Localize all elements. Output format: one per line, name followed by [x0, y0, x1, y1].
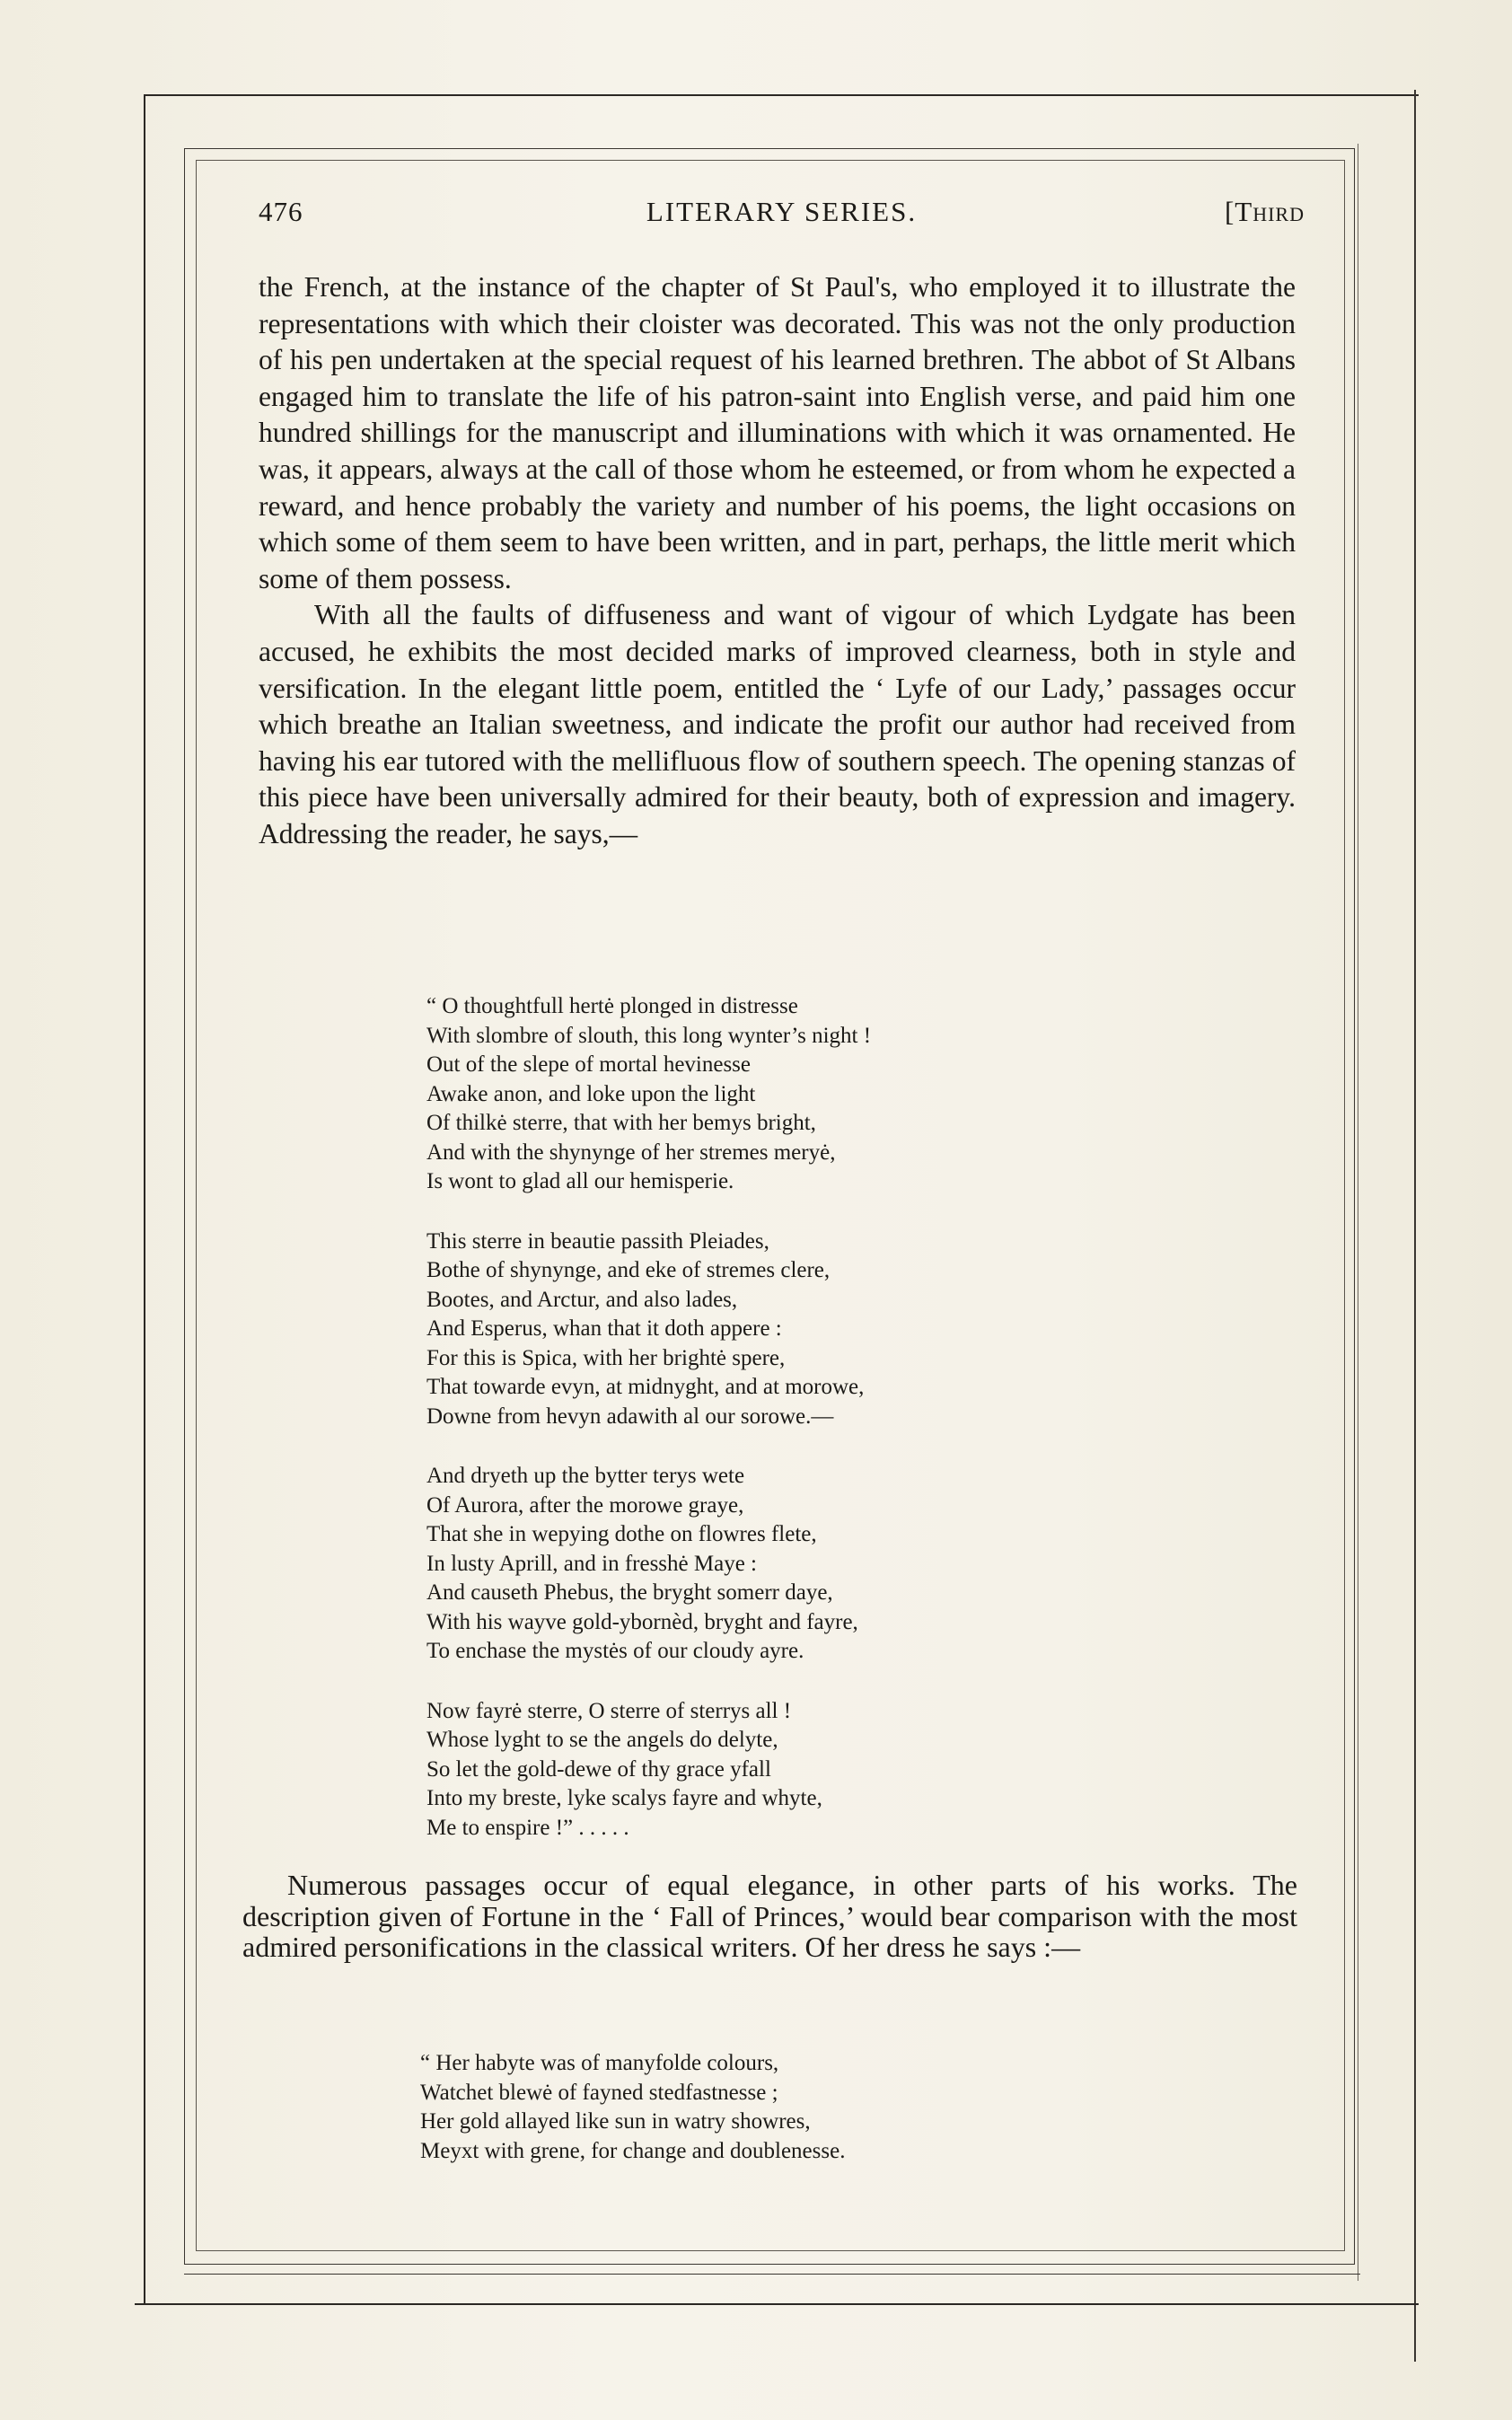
verse-block-life-of-our-lady: [426, 992, 1055, 1873]
page-number: 476: [259, 196, 303, 227]
stanza: [426, 1462, 1055, 1667]
verse-line: To enchase the mystės of our cloudy ayre.: [426, 1639, 804, 1663]
verse-line: Downe from hevyn adawith al our sorowe.—: [426, 1404, 834, 1429]
verse-line: With slombre of slouth, this long wynter’s night !: [426, 1023, 872, 1048]
stanza: [426, 1228, 1055, 1432]
verse-line: Is wont to glad all our hemisperie.: [426, 1169, 734, 1193]
verse-line: Bothe of shynynge, and eke of stremes clere,: [426, 1258, 831, 1282]
paragraph: Numerous passages occur of equal elegance, in other parts of his works. The description given of Fortune in the ‘ Fall of Princes,’ would bear comparison with the most admired personifications in the classical writers. Of her dress he says :—: [242, 1869, 1297, 1963]
verse-line: That she in wepying dothe on flowres flete,: [426, 1522, 817, 1546]
verse-line: And causeth Phebus, the bryght somerr daye,: [426, 1580, 833, 1605]
verse-line: “ Her habyte was of manyfolde colours,: [420, 2051, 779, 2075]
paragraph: With all the faults of diffuseness and want of vigour of which Lydgate has been accused, he exhibits the most decided marks of improved clearness, both in style and versification. In the elegant little poem, entitled the ‘ Lyfe of our Lady,’ passages occur which breathe an Italian sweetness, and indicate the profit our author had received from having his ear tutored with the mellifluous flow of southern speech. The opening stanzas of this piece have been universally admired for their beauty, both of expression and imagery. Addressing the reader, he says,—: [259, 599, 1296, 849]
verse-line: Into my breste, lyke scalys fayre and whyte,: [426, 1786, 822, 1810]
verse-line: And with the shynynge of her stremes meryė,: [426, 1140, 836, 1165]
verse-line: And Esperus, whan that it doth appere :: [426, 1316, 782, 1341]
verse-line: Bootes, and Arctur, and also lades,: [426, 1287, 738, 1312]
section-marker: [Third: [1224, 196, 1305, 227]
stanza: [420, 2049, 1049, 2166]
verse-line: Of Aurora, after the morowe graye,: [426, 1492, 744, 1518]
verse-line: This sterre in beautie passith Pleiades,: [426, 1228, 769, 1254]
verse-line: “ O thoughtfull hertė plonged in distresse: [426, 994, 798, 1018]
verse-line: In lusty Aprill, and in fresshė Maye :: [426, 1551, 757, 1576]
outer-border-bottom: [135, 2303, 1419, 2305]
verse-line: And dryeth up the bytter terys wete: [426, 1464, 745, 1488]
verse-line: Whose lyght to se the angels do delyte,: [426, 1728, 778, 1752]
verse-line: For this is Spica, with her brightė spere,: [426, 1345, 786, 1370]
verse-line: Now fayrė sterre, O sterre of sterrys all !: [426, 1698, 792, 1723]
verse-line: Watchet blewė of fayned stedfastnesse ;: [420, 2080, 778, 2105]
running-title: LITERARY SERIES.: [646, 196, 918, 227]
body-text-upper: [259, 269, 1296, 853]
body-text-lower: [242, 1870, 1297, 1963]
outer-border-right: [1414, 90, 1416, 2362]
verse-line: With his wayve gold-ybornèd, bryght and fayre,: [426, 1609, 858, 1634]
verse-line: Meyxt with grene, for change and doublenesse.: [420, 2138, 846, 2163]
verse-line: Out of the slepe of mortal hevinesse: [426, 1052, 752, 1077]
verse-line: That towarde evyn, at midnyght, and at morowe,: [426, 1375, 865, 1399]
paragraph: the French, at the instance of the chapter of St Paul's, who employed it to illustrate the representations with which their cloister was decorated. This was not the only production of his pen undertaken at the special request of his learned brethren. The abbot of St Albans engaged him to translate the life of his patron-saint into English verse, and paid him one hundred shillings for the manuscript and illuminations with which it was ornamented. He was, it appears, always at the call of those whom he esteemed, or from whom he expected a reward, and hence probably the variety and number of his poems, the light occasions on which some of them seem to have been written, and in part, perhaps, the little merit which some of them possess.: [259, 271, 1296, 594]
stanza: [426, 992, 1055, 1197]
verse-line: Her gold allayed like sun in watry showres,: [420, 2109, 811, 2134]
stanza: [426, 1697, 1055, 1844]
verse-line: So let the gold-dewe of thy grace yfall: [426, 1756, 771, 1782]
verse-block-fall-of-princes: [420, 2049, 1049, 2196]
bottom-rule: [184, 2274, 1360, 2275]
verse-line: Of thilkė sterre, that with her bemys bright,: [426, 1111, 816, 1135]
page-header: [259, 196, 1305, 241]
verse-line: Awake anon, and loke upon the light: [426, 1081, 756, 1106]
verse-line: Me to enspire !” . . . . .: [426, 1815, 629, 1840]
